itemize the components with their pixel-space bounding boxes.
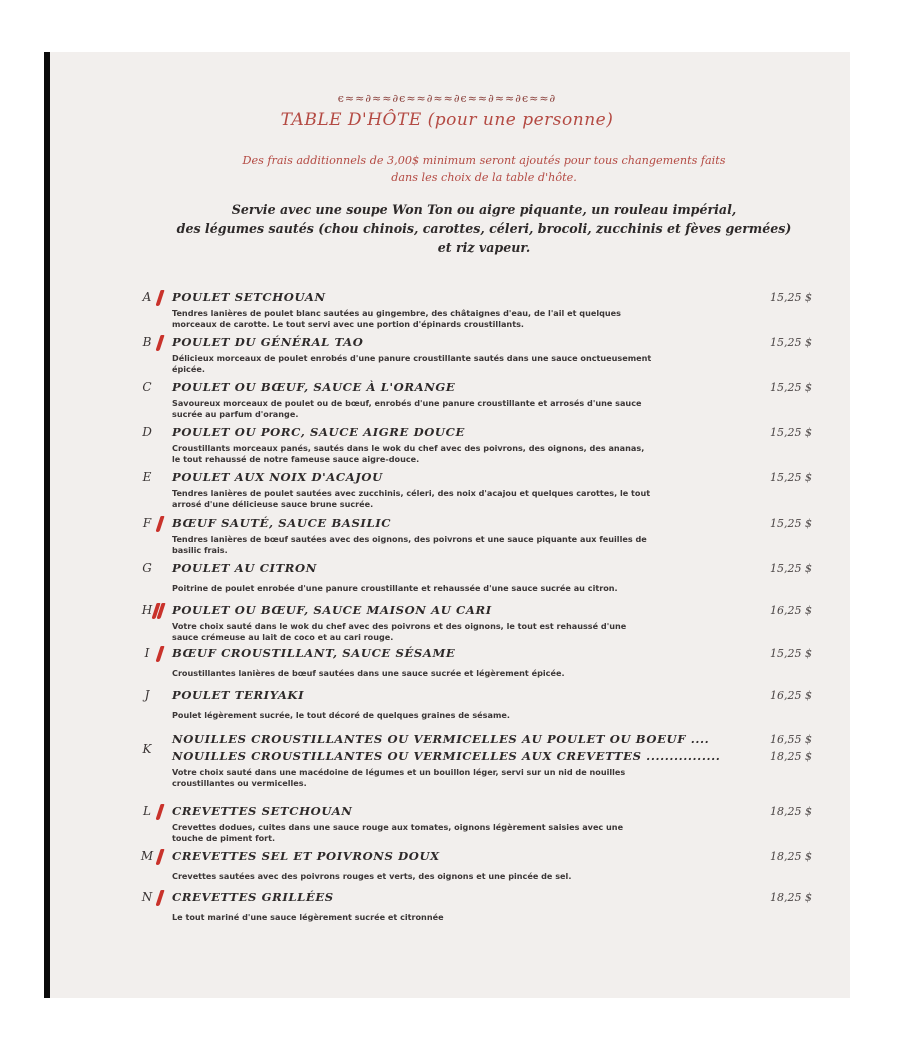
chili-pepper-icon	[154, 602, 163, 620]
dish-price: 15,25 $	[770, 647, 812, 660]
served-line: des légumes sautés (chou chinois, carottes, céleri, brocoli, zucchinis et fèves germées)	[176, 221, 792, 236]
served-line: et riz vapeur.	[437, 240, 531, 255]
dish-description	[172, 398, 802, 420]
description-line: sauce crémeuse au lait de coco et au cari rouge.	[172, 632, 394, 642]
item-letter: L	[143, 804, 151, 818]
item-letter: I	[144, 646, 150, 660]
item-letter: E	[142, 470, 152, 484]
dish-price: 18,25 $	[770, 850, 812, 863]
dish-description	[172, 443, 802, 465]
item-letter: G	[142, 561, 152, 575]
dish-name: POULET TERIYAKI	[172, 688, 305, 702]
item-letter: M	[140, 849, 154, 863]
description-line: Poulet légèrement sucrée, le tout décoré de quelques graines de sésame.	[172, 710, 510, 720]
dish-price: 15,25 $	[770, 291, 812, 304]
description-line: Croustillantes lanières de bœuf sautées dans une sauce sucrée et légèrement épicée.	[172, 668, 565, 678]
dish-name: NOUILLES CROUSTILLANTES OU VERMICELLES AUX CREVETTES ................	[172, 749, 721, 763]
item-letter: H	[141, 603, 153, 617]
item-letter: C	[142, 380, 152, 394]
dish-name: POULET OU BŒUF, SAUCE À L'ORANGE	[172, 380, 456, 394]
description-line: Délicieux morceaux de poulet enrobés d'une panure croustillante sautés dans une sauce onctueusement	[172, 353, 652, 363]
dish-name: NOUILLES CROUSTILLANTES OU VERMICELLES AU POULET OU BOEUF ....	[172, 732, 710, 746]
description-line: Votre choix sauté dans une macédoine de légumes et un bouillon léger, servi sur un nid de nouilles	[172, 767, 626, 777]
dish-description	[172, 668, 802, 679]
dish-name: POULET AU CITRON	[172, 561, 317, 575]
dish-description	[172, 534, 802, 556]
description-line: sucrée au parfum d'orange.	[172, 409, 299, 419]
description-line: arrosé d'une délicieuse sauce brune sucrée.	[172, 499, 374, 509]
dish-name: POULET AUX NOIX D'ACAJOU	[172, 470, 383, 484]
dish-name: BŒUF CROUSTILLANT, SAUCE SÉSAME	[172, 646, 456, 660]
dish-price: 15,25 $	[770, 336, 812, 349]
dish-description	[172, 308, 802, 330]
item-letter: K	[142, 742, 152, 756]
dish-description	[172, 583, 802, 594]
description-line: basilic frais.	[172, 545, 228, 555]
notice-line: dans les choix de la table d'hôte.	[391, 171, 577, 184]
dish-name: CREVETTES SEL ET POIVRONS DOUX	[172, 849, 440, 863]
decorative-ornament: ϵ≈≈∂≈≈∂ϵ≈≈∂≈≈∂ϵ≈≈∂≈≈∂ϵ≈≈∂	[337, 92, 557, 105]
dish-description	[172, 871, 802, 882]
chili-pepper-icon	[158, 334, 162, 352]
description-line: Tendres lanières de bœuf sautées avec des oignons, des poivrons et une sauce piquante aux feuilles de	[172, 534, 647, 544]
dish-price: 15,25 $	[770, 562, 812, 575]
chili-pepper-icon	[158, 515, 162, 533]
description-line: touche de piment fort.	[172, 833, 276, 843]
dish-price: 15,25 $	[770, 426, 812, 439]
description-line: épicée.	[172, 364, 205, 374]
photo-edge-shadow	[44, 52, 50, 998]
dish-description	[172, 710, 802, 721]
item-letter: F	[142, 516, 152, 530]
chili-pepper-icon	[158, 645, 162, 663]
item-letter: B	[142, 335, 152, 349]
description-line: morceaux de carotte. Le tout servi avec une portion d'épinards croustillants.	[172, 319, 524, 329]
page-title: TABLE D'HÔTE (pour une personne)	[280, 110, 614, 130]
item-letter: J	[144, 688, 150, 702]
menu-items-list	[44, 52, 850, 998]
dish-price: 16,25 $	[770, 689, 812, 702]
dish-name: POULET OU PORC, SAUCE AIGRE DOUCE	[172, 425, 465, 439]
dish-name: CREVETTES SETCHOUAN	[172, 804, 353, 818]
description-line: Le tout mariné d'une sauce légèrement sucrée et citronnée	[172, 912, 444, 922]
description-line: Tendres lanières de poulet sautées avec zucchinis, céleri, des noix d'acajou et quelques carottes, le tout	[172, 488, 651, 498]
description-line: Crevettes sautées avec des poivrons rouges et verts, des oignons et une pincée de sel.	[172, 871, 572, 881]
chili-pepper-icon	[158, 289, 162, 307]
notice-line: Des frais additionnels de 3,00$ minimum seront ajoutés pour tous changements faits	[242, 154, 726, 167]
dish-description	[172, 767, 802, 789]
dish-price: 16,55 $	[770, 733, 812, 746]
item-letter: N	[141, 890, 153, 904]
dish-price: 16,25 $	[770, 604, 812, 617]
description-line: le tout rehaussé de notre fameuse sauce aigre-douce.	[172, 454, 420, 464]
description-line: Savoureux morceaux de poulet ou de bœuf, enrobés d'une panure croustillante et arrosés d'une sauce	[172, 398, 642, 408]
description-line: Votre choix sauté dans le wok du chef avec des poivrons et des oignons, le tout est rehaussé d'une	[172, 621, 627, 631]
dish-price: 15,25 $	[770, 381, 812, 394]
description-line: croustillantes ou vermicelles.	[172, 778, 307, 788]
dish-description	[172, 353, 802, 375]
item-letter: D	[142, 425, 152, 439]
menu-page	[44, 52, 850, 998]
served-line: Servie avec une soupe Won Ton ou aigre piquante, un rouleau impérial,	[231, 202, 737, 217]
description-line: Poitrine de poulet enrobée d'une panure croustillante et rehaussée d'une sauce sucrée au citron.	[172, 583, 618, 593]
dish-price: 15,25 $	[770, 517, 812, 530]
dish-description	[172, 822, 802, 844]
dish-name: BŒUF SAUTÉ, SAUCE BASILIC	[172, 516, 392, 530]
dish-name: CREVETTES GRILLÉES	[172, 890, 334, 904]
dish-name: POULET DU GÉNÉRAL TAO	[172, 335, 364, 349]
dish-price: 18,25 $	[770, 891, 812, 904]
dish-price: 18,25 $	[770, 805, 812, 818]
description-line: Croustillants morceaux panés, sautés dans le wok du chef avec des poivrons, des oignons, des ananas,	[172, 443, 645, 453]
item-letter: A	[142, 290, 152, 304]
dish-name: POULET OU BŒUF, SAUCE MAISON AU CARI	[172, 603, 492, 617]
dish-name: POULET SETCHOUAN	[172, 290, 326, 304]
dish-price: 18,25 $	[770, 750, 812, 763]
dish-description	[172, 912, 802, 923]
description-line: Crevettes dodues, cuites dans une sauce rouge aux tomates, oignons légèrement saisies avec une	[172, 822, 624, 832]
dish-price: 15,25 $	[770, 471, 812, 484]
dish-description	[172, 488, 802, 510]
description-line: Tendres lanières de poulet blanc sautées au gingembre, des châtaignes d'eau, de l'ail et quelques	[172, 308, 621, 318]
dish-description	[172, 621, 802, 643]
chili-pepper-icon	[158, 803, 162, 821]
chili-pepper-icon	[158, 889, 162, 907]
chili-pepper-icon	[158, 848, 162, 866]
